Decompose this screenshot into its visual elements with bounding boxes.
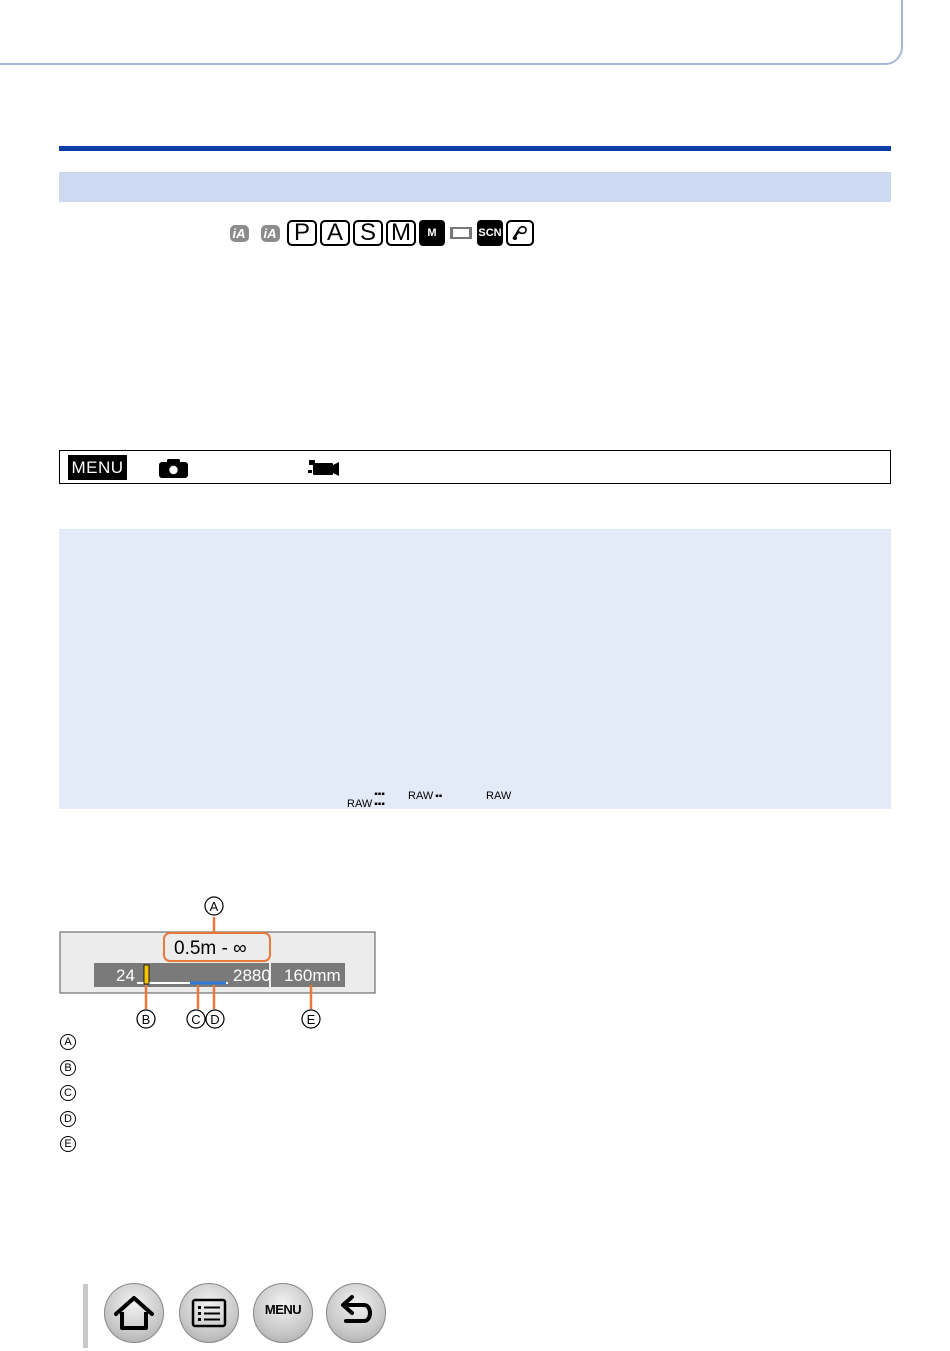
home-icon: [104, 1283, 164, 1343]
callout-d-label: D: [210, 1012, 220, 1027]
panorama-mode-icon: [448, 220, 474, 246]
m-mode-icon: M: [386, 220, 416, 246]
menu-badge: MENU: [68, 455, 127, 480]
callout-b-label: B: [141, 1012, 151, 1027]
s-mode-icon: S: [353, 220, 383, 246]
camera-icon: [158, 458, 189, 479]
menu-list-button[interactable]: [253, 1283, 313, 1343]
section-heading-band: [59, 172, 891, 202]
quality-fine-icon: ▪▪▪ ▪▪▪: [374, 789, 385, 810]
ia-mode-icon: iA: [225, 220, 253, 246]
legend-a: A: [60, 1034, 76, 1050]
callout-c-label: C: [191, 1012, 201, 1027]
page-header-frame: [0, 0, 903, 65]
contents-button[interactable]: [179, 1283, 239, 1343]
callout-e-label: E: [306, 1012, 316, 1027]
contents-list-icon: [179, 1283, 239, 1343]
raw-standard-label: RAW ▪▪: [408, 790, 443, 802]
legend-d: D: [60, 1111, 76, 1127]
video-camera-icon: [308, 458, 340, 479]
nav-separator: [83, 1284, 88, 1348]
section-rule: [59, 146, 891, 151]
legend-b: B: [60, 1060, 76, 1076]
info-panel: [59, 529, 891, 809]
back-icon: [326, 1283, 386, 1343]
legend-c: C: [60, 1085, 76, 1101]
zoom-position-marker: [144, 965, 149, 984]
focal-length-readout: 160mm: [284, 966, 341, 985]
menu-path-bar: [59, 450, 891, 484]
creative-video-mode-icon: M: [419, 220, 445, 246]
recording-mode-icons: [225, 220, 534, 246]
home-button[interactable]: [104, 1283, 164, 1343]
scene-mode-icon: SCN: [477, 220, 503, 246]
raw-only-label: RAW: [486, 790, 512, 802]
raw-fine-label: RAW ▪▪▪ ▪▪▪: [347, 789, 385, 810]
quality-standard-icon: ▪▪: [435, 791, 443, 802]
a-mode-icon: A: [320, 220, 350, 246]
p-mode-icon: P: [287, 220, 317, 246]
legend-e: E: [60, 1136, 76, 1152]
focus-range-readout: 0.5m - ∞: [174, 938, 247, 959]
back-button[interactable]: [326, 1283, 386, 1343]
zoom-min-label: 24: [116, 966, 135, 985]
ia-plus-mode-icon: iA: [256, 220, 284, 246]
zoom-max-label: 2880: [233, 966, 271, 985]
menu-list-icon: MENU: [264, 1302, 302, 1317]
callout-a-label: A: [209, 899, 219, 914]
creative-control-mode-icon: [506, 220, 534, 246]
